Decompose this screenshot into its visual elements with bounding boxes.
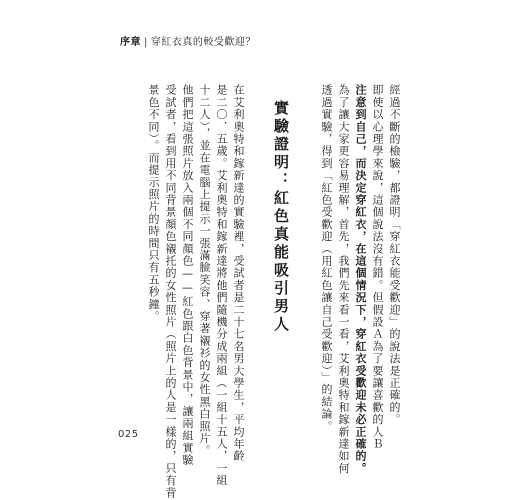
text-column-11: 景色不同）。而提示照片的時間只有五秒鐘。: [147, 84, 160, 323]
text-column-1: 經過不斷的檢驗，都證明「穿紅衣能受歡迎」的說法是正確的。: [388, 84, 401, 426]
chapter-title: 穿紅衣真的較受歡迎？: [150, 37, 256, 48]
header-separator: |: [144, 37, 148, 48]
section-heading: 實驗證明：紅色真能吸引男人: [272, 100, 290, 334]
text-column-2: 即使以心理學來說，這個說法沒有錯。但假設Ａ為了要讓喜歡的人Ｂ: [371, 84, 384, 450]
text-column-6: 在艾利奧特和鎵新達的實驗裡，受試者是二十七名男大學生，平均年齡: [232, 84, 245, 463]
running-header: [120, 33, 256, 48]
text-column-10: 受試者，看到用不同背景顏色襯托的女性照片（照片上的人是一樣的，只有背: [164, 84, 177, 499]
text-column-9: 他們把這張照片放入兩個不同顏色——紅色跟白色背景中，讓兩組實驗: [181, 84, 194, 467]
text-column-3-emphasis: 注意到自己，而決定穿紅衣，在這個情況下，穿紅衣受歡迎未必正確的。: [354, 84, 367, 475]
text-column-7: 是二〇．五歲。艾利奧特和鎵新達將他們隨機分成兩組（一組十五人，一組: [215, 84, 228, 487]
text-column-4: 為了讓大家更容易理解，首先，我們先來看一看，艾利奧特和鎵新達如何: [337, 84, 350, 475]
text-column-8: 十二人），並在電腦上提示一張滿臉笑容、穿著襯衫的女性黑白照片。: [198, 84, 211, 457]
page-number: 025: [118, 429, 139, 440]
text-column-5: 透過實驗，得到「紅色受歡迎（用紅色讓自己受歡迎）」的結論。: [320, 84, 333, 433]
chapter-label: 序章: [120, 37, 141, 48]
